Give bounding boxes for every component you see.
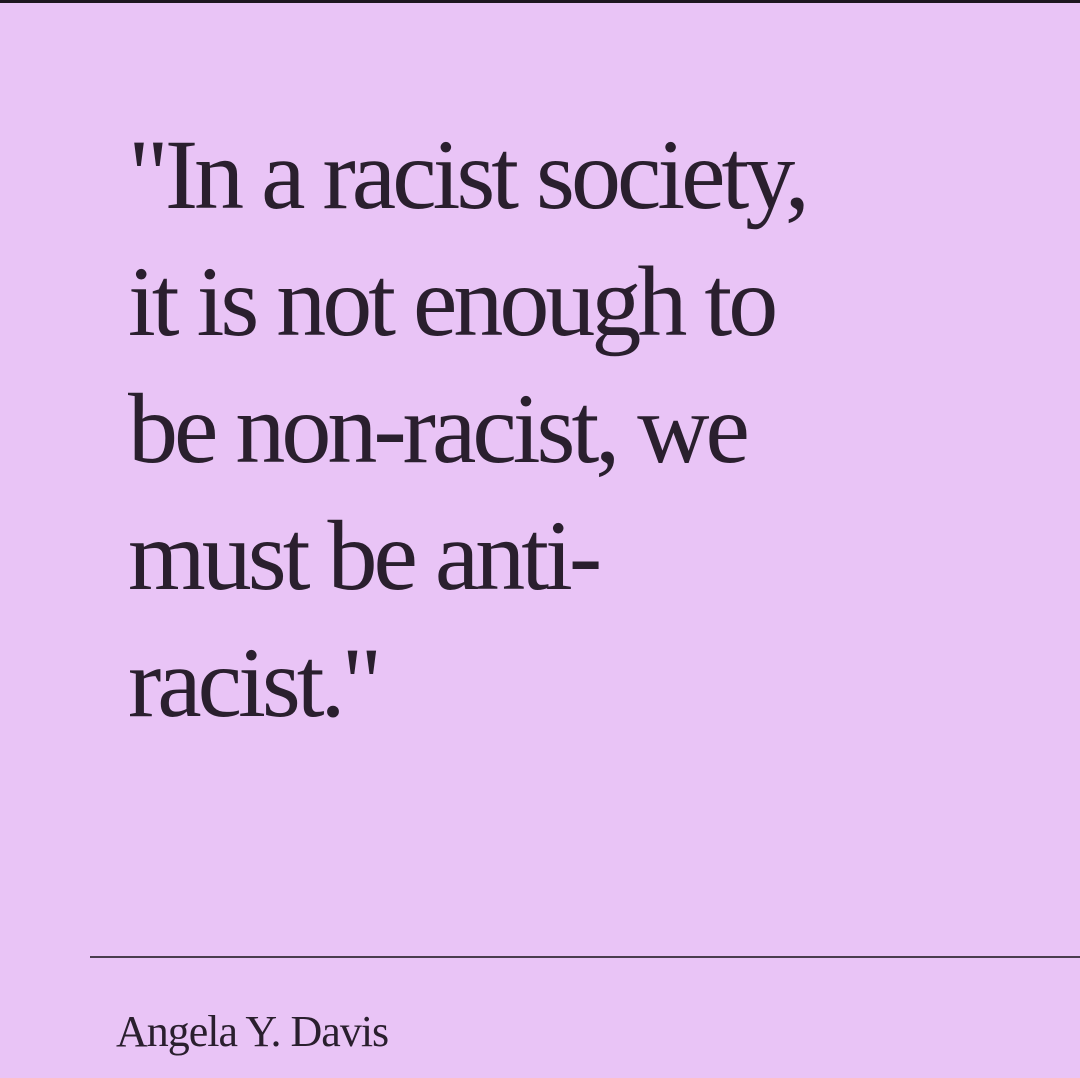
quote-line-3: be non-racist, we [128, 373, 746, 484]
quote-line-4: must be anti- [128, 500, 599, 611]
quote-line-2: it is not enough to [128, 246, 775, 357]
top-border [0, 0, 1080, 3]
quote-text [128, 111, 1028, 746]
author-name: Angela Y. Davis [116, 1007, 389, 1056]
quote-line-5: racist." [128, 627, 379, 738]
quote-line-1: "In a racist society, [128, 119, 806, 230]
divider-line [90, 956, 1080, 958]
